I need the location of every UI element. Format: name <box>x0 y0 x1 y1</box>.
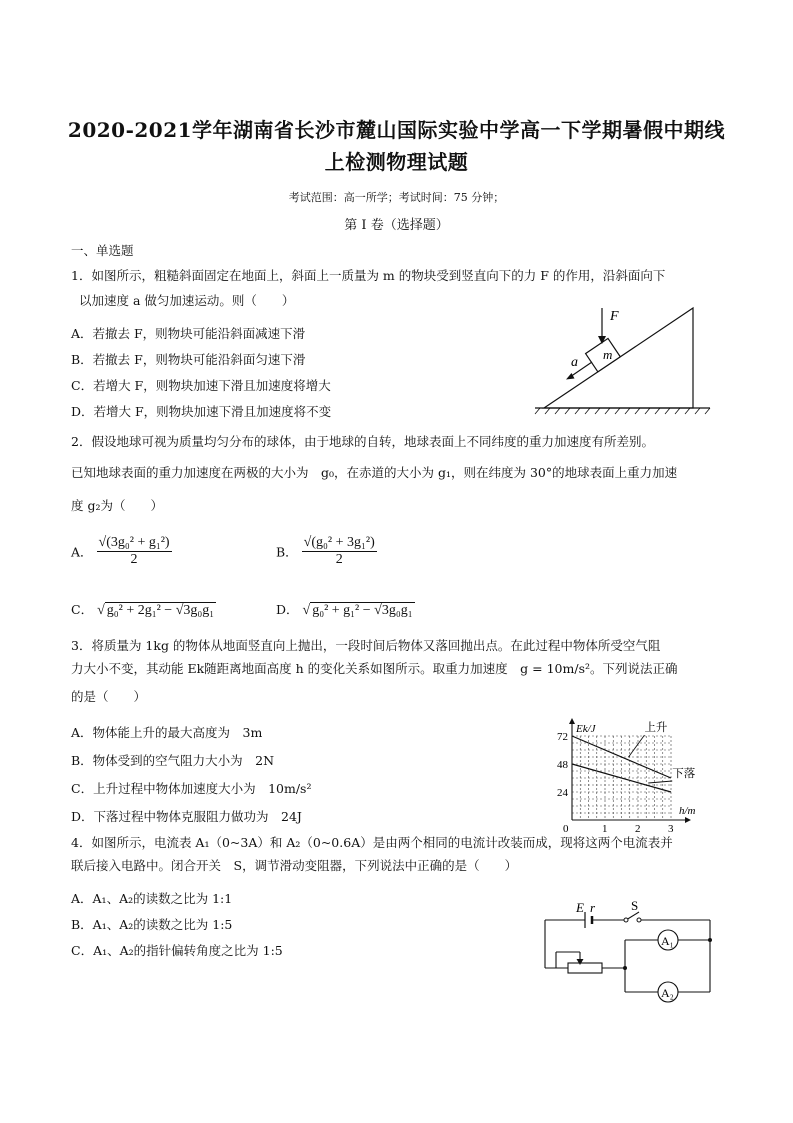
emf-label: E <box>576 900 584 915</box>
q2-option-c-expr: g₀² + 2g₁² − √3g₀g₁ <box>106 603 215 618</box>
q3-stem-line2: 力大小不变，其动能 Ek随距离地面高度 h 的变化关系如图所示。取重力加速度 g = 10m/s²。下列说法正确 <box>71 661 678 676</box>
q4-option-b[interactable]: B．A₁、A₂的读数之比为 1:5 <box>71 917 233 932</box>
q2-stem-line1: 2．假设地球可视为质量均匀分布的球体，由于地球的自转，地球表面上不同纬度的重力加速度有所差别。 <box>71 434 654 449</box>
q2-option-c[interactable]: C． √ g₀² + 2g₁² − √3g₀g₁ <box>71 602 215 618</box>
x-axis-arrow <box>685 817 691 823</box>
q3-option-b[interactable]: B．物体受到的空气阻力大小为 2N <box>71 753 275 768</box>
q2-option-a[interactable] <box>71 535 172 568</box>
series-callout-line <box>648 781 672 783</box>
y-axis-label: Ek/J <box>576 723 596 735</box>
q2-option-d[interactable]: D． √ g₀² + g₁² − √3g₀g₁ <box>276 602 413 618</box>
q1-stem-line2: 以加速度 a 做匀加速运动。则（ ） <box>79 293 295 308</box>
ammeter-a1-label: A₁ <box>661 934 674 948</box>
q3-option-a[interactable]: A．物体能上升的最大高度为 3m <box>71 725 263 740</box>
q3-option-c[interactable]: C．上升过程中物体加速度大小为 10m/s² <box>71 781 312 796</box>
q2-option-b[interactable] <box>276 535 377 568</box>
mass-label: m <box>603 347 613 362</box>
ammeter-a2-label: A₂ <box>661 986 674 1000</box>
q2-option-a-fraction <box>97 535 172 568</box>
q2-stem-line3: 度 g₂为（ ） <box>71 498 163 513</box>
y-tick-label: 72 <box>557 731 568 743</box>
accel-label: a <box>571 355 578 370</box>
switch-label: S <box>631 898 639 913</box>
paper-title-line2: 上检测物理试题 <box>324 150 469 174</box>
q4-stem-line2: 联后接入电路中。闭合开关 S，调节滑动变阻器，下列说法中正确的是（ ） <box>71 858 518 873</box>
circuit-figure <box>530 898 720 1003</box>
q1-option-a[interactable]: A．若撤去 F，则物块可能沿斜面减速下滑 <box>71 326 306 341</box>
q2-option-d-expr: g₀² + g₁² − √3g₀g₁ <box>312 603 413 618</box>
ek-h-chart <box>548 712 723 832</box>
q2-option-a-denominator: 2 <box>130 552 138 567</box>
internal-resistance-label: r <box>590 900 596 915</box>
q1-option-d[interactable]: D．若增大 F，则物块加速下滑且加速度将不变 <box>71 404 332 419</box>
q1-option-c[interactable]: C．若增大 F，则物块加速下滑且加速度将增大 <box>71 378 331 393</box>
incline-figure <box>530 300 715 415</box>
q1-stem-line1: 1．如图所示，粗糙斜面固定在地面上，斜面上一质量为 m 的物块受到竖直向下的力 F 的作用，沿斜面向下 <box>71 268 666 283</box>
q2-stem-line2: 已知地球表面的重力加速度在两极的大小为 g₀，在赤道的大小为 g₁，则在纬度为 30°的地球表面上重力加速 <box>71 465 678 480</box>
q2-option-a-label: A． <box>71 544 93 560</box>
x-axis-label: h/m <box>679 805 696 817</box>
q2-option-c-label: C． <box>71 602 94 617</box>
q2-option-b-numerator: √(g₀² + 3g₁²) <box>303 535 375 550</box>
q2-option-d-label: D． <box>276 602 299 617</box>
x-tick-label: 1 <box>602 823 608 832</box>
series-label: 上升 <box>644 722 668 735</box>
q2-option-b-fraction <box>302 535 377 568</box>
series-callout-line <box>628 735 644 757</box>
part-heading: 一、单选题 <box>71 243 134 258</box>
q2-option-b-label: B． <box>276 544 298 560</box>
y-tick-label: 24 <box>557 787 568 799</box>
q2-option-a-numerator: √(3g₀² + g₁²) <box>98 535 170 550</box>
q2-option-b-denominator: 2 <box>335 552 343 567</box>
q3-stem-line3: 的是（ ） <box>71 689 147 704</box>
q4-stem-line1: 4．如图所示，电流表 A₁（0~3A）和 A₂（0~0.6A）是由两个相同的电流计改装而成，现将这两个电流表并 <box>71 835 673 850</box>
q1-option-b[interactable]: B．若撤去 F，则物块可能沿斜面匀速下滑 <box>71 352 306 367</box>
q3-stem-line1: 3．将质量为 1kg 的物体从地面竖直向上抛出，一段时间后物体又落回抛出点。在此过程中物体所受空气阻 <box>71 638 661 653</box>
y-axis-arrow <box>569 718 575 724</box>
q4-option-a[interactable]: A．A₁、A₂的读数之比为 1:1 <box>71 891 233 906</box>
paper-title-line1: 2020-2021学年湖南省长沙市麓山国际实验中学高一下学期暑假中期线 <box>67 118 726 142</box>
q3-option-d[interactable]: D．下落过程中物体克服阻力做功为 24J <box>71 809 302 824</box>
q4-option-c[interactable]: C．A₁、A₂的指针偏转角度之比为 1:5 <box>71 943 283 958</box>
exam-info: 考试范围：高一所学；考试时间：75 分钟； <box>288 191 505 204</box>
series-label: 下落 <box>672 768 696 780</box>
force-label: F <box>610 309 619 324</box>
x-tick-label: 2 <box>635 823 641 832</box>
y-tick-label: 48 <box>557 759 568 771</box>
x-tick-label: 3 <box>668 823 674 832</box>
x-tick-label: 0 <box>563 823 569 832</box>
section-title: 第 I 卷（选择题） <box>344 218 449 233</box>
